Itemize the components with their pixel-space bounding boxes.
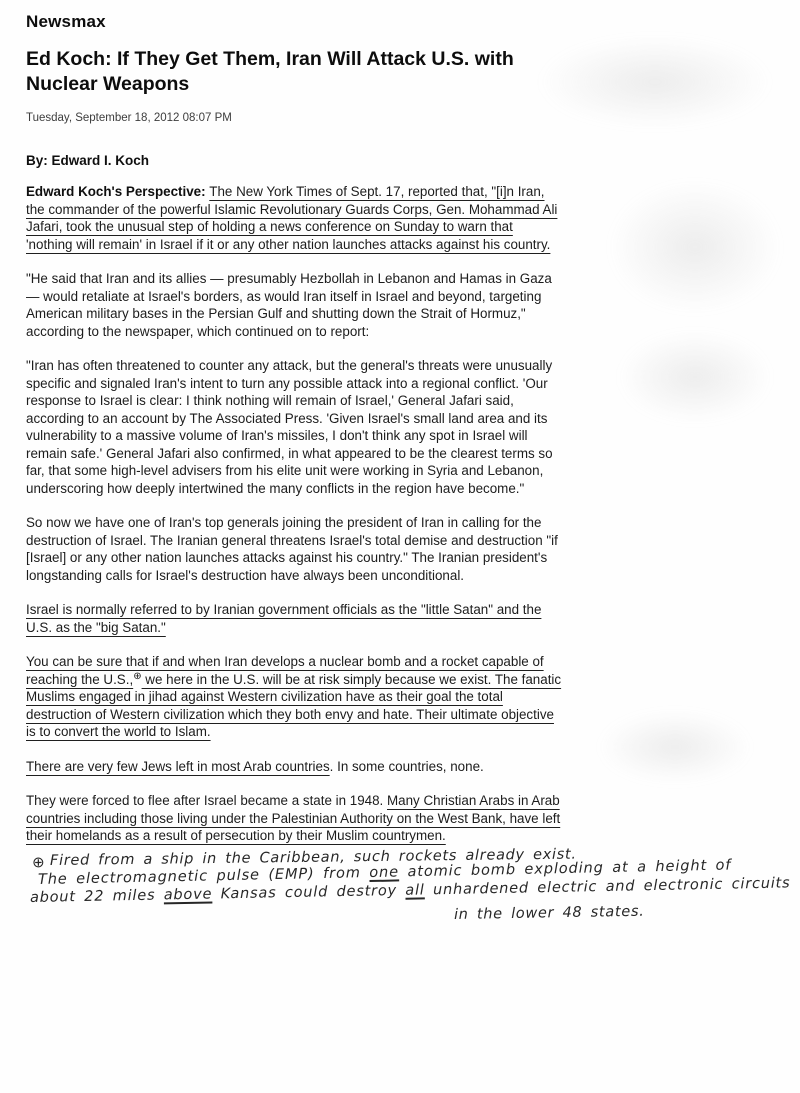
plain-passage: . In some countries, none.: [329, 758, 484, 774]
article-headline: Ed Koch: If They Get Them, Iran Will Attack U.S. with Nuclear Weapons: [26, 48, 514, 95]
underlined-passage: we here in the U.S. will be at risk simply because we exist. The fanatic Muslims engaged in jihad against Western civilization have as their goal the total destruction of Western civilization which they both envy and hate. Their ultimate objective is to convert the world to Islam.: [26, 671, 562, 739]
article-byline: By: Edward I. Koch: [26, 153, 150, 168]
underlined-passage: You can be sure that if and when Iran develops a nuclear bomb and a rocket capable of reaching the U.S.,: [26, 654, 544, 687]
handwritten-underlined-word: one: [369, 863, 400, 881]
handwritten-text: Fired from a ship in the Caribbean, such rockets already exist.: [49, 846, 577, 869]
handwritten-underlined-word: above: [163, 886, 213, 903]
paragraph-top-generals: So now we have one of Iran's top generals joining the president of Iran in calling for the destruction of Israel. The Iranian general threatens Israel's total demise and destruction "if [Israel] or any other nation launches attacks against his country." The Iranian president's longstanding calls for Israel's destruction have always been unconditional.: [26, 515, 558, 583]
handwritten-line-4: [454, 900, 800, 922]
paragraph-perspective: [26, 183, 563, 253]
brand-newsmax: Newsmax: [26, 12, 106, 31]
underlined-passage: There are very few Jews left in most Arab countries: [26, 758, 330, 774]
paragraph-little-satan: [26, 601, 563, 636]
underlined-passage: The New York Times of Sept. 17, reported that, "[i]n Iran, the commander of the powerful Islamic Revolutionary Guards Corps, Gen. Mohammad Ali Jafari, took the unusual step of holding a news conference on Sunday to warn that 'nothing will remain' in Israel if it or any other nation launches attacks against his country.: [26, 184, 558, 252]
underlined-passage: Israel is normally referred to by Iranian government officials as the "little Satan" and the U.S. as the "big Satan.": [26, 602, 542, 635]
paragraph-he-said: "He said that Iran and its allies — presumably Hezbollah in Lebanon and Hamas in Gaza — would retaliate at Israel's borders, as would Iran itself in Israel and beyond, targeting American military bases in the Persian Gulf and shutting down the Strait of Hormuz," according to the newspaper, which continued on to report:: [26, 271, 552, 339]
scan-smudge: [600, 712, 750, 782]
handwritten-underlined-word: all: [405, 881, 425, 899]
circled-plus-icon: ⊕: [31, 852, 46, 871]
handwritten-text: atomic bomb exploding at a height of: [398, 856, 732, 880]
handwritten-note: [26, 846, 800, 923]
scan-smudge: [610, 182, 780, 312]
plain-passage: They were forced to flee after Israel became a state in 1948.: [26, 793, 387, 808]
paragraph-forced-to-flee: [26, 792, 563, 845]
handwritten-text: unhardened electric and electronic circuits: [424, 874, 791, 898]
article-date: Tuesday, September 18, 2012 08:07 PM: [26, 112, 232, 124]
scan-smudge: [620, 332, 770, 422]
handwritten-text: about 22 miles: [29, 886, 164, 906]
handwritten-text: in the lower 48 states.: [453, 903, 645, 923]
scanned-document-page: [0, 12, 800, 1093]
handwritten-text: Kansas could destroy: [212, 882, 406, 902]
paragraph-nuclear-bomb: You can be sure that if and when Iran develops a nuclear bomb and a rocket capable of reaching the U.S.,⊕ we here in the U.S. will be at risk simply because we exist. The fanatic Muslims engaged in jihad against Western civilization have as their goal the total destruction of Western civilization which they both envy and hate. Their ultimate objective is to convert the world to Islam.: [26, 654, 562, 739]
paragraph-few-jews: [26, 758, 563, 776]
handwritten-text: The electromagnetic pulse (EMP) from: [37, 864, 370, 888]
underlined-passage: Many Christian Arabs in Arab countries including those living under the Palestinian Authority on the West Bank, have left their homelands as a result of persecution by their Muslim countrymen.: [26, 793, 561, 843]
paragraph-iran-threats-quote: "Iran has often threatened to counter any attack, but the general's threats were unusually specific and signaled Iran's intent to turn any possible attack into a regional conflict. 'Our response to Israel is clear: I think nothing will remain of Israel,' General Jafari said, according to an account by The Associated Press. 'Given Israel's small land area and its vulnerability to a massive volume of Iran's missiles, I don't think any spot in Israel will remain safe.' General Jafari also confirmed, in what appeared to be the clearest terms so far, that some high-level advisers from his elite unit were working in Syria and Lebanon, underscoring how deeply intertwined the many conflicts in the region have become.": [26, 358, 553, 496]
perspective-lead-label: Edward Koch's Perspective:: [26, 184, 210, 199]
